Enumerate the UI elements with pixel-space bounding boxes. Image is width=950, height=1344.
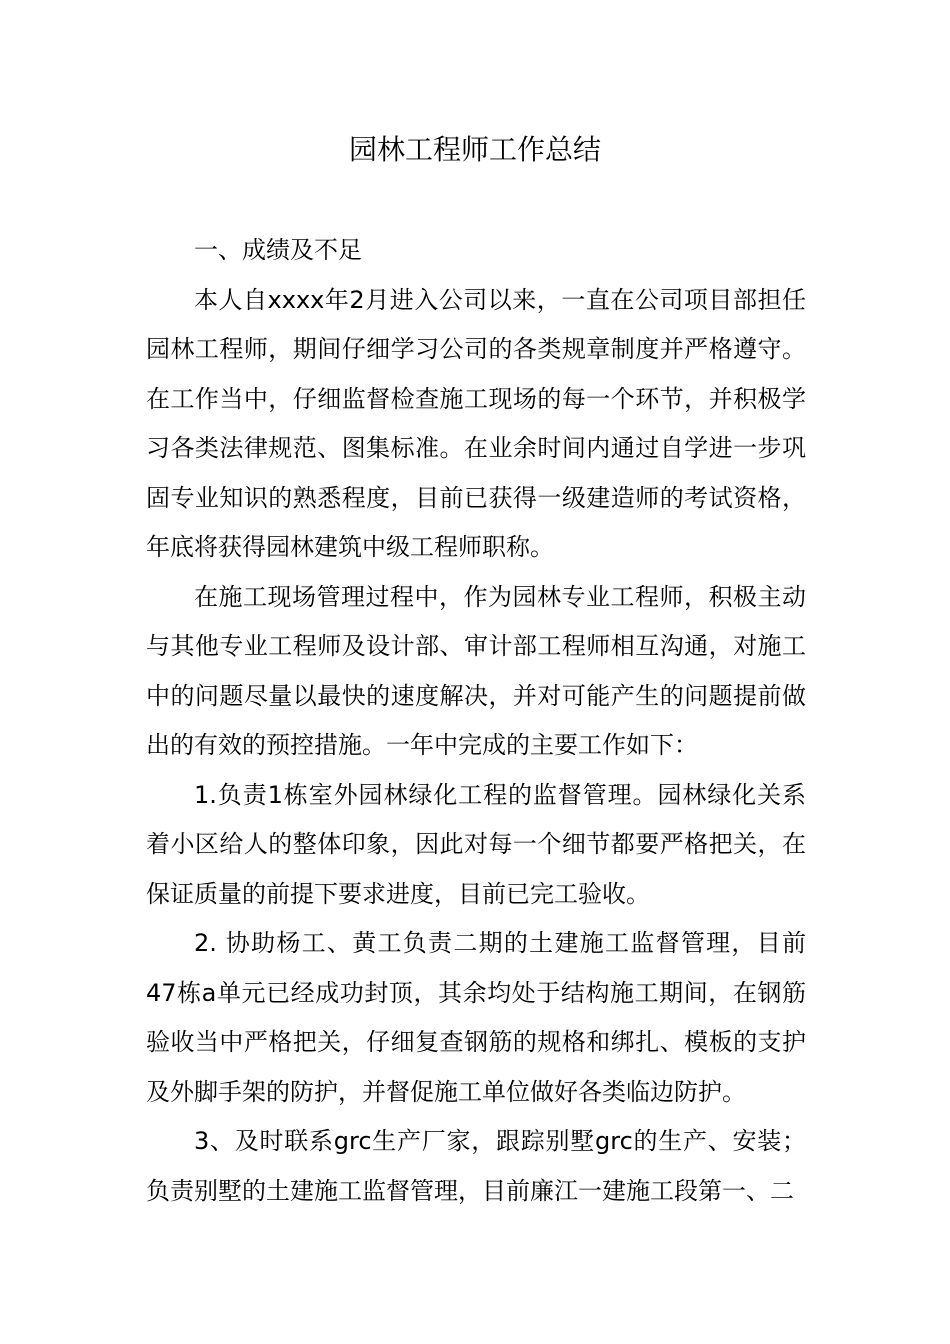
paragraph-item-2: 2. 协助杨工、黄工负责二期的土建施工监督管理，目前47栋a单元已经成功封顶，其余均处于结构施工期间，在钢筋验收当中严格把关，仔细复查钢筋的规格和绑扎、模板的支护及外脚手架的防护，并督促施工单位做好各类临边防护。: [146, 929, 806, 1106]
section-heading: 一、成绩及不足: [194, 236, 362, 264]
paragraph-item-1: 1.负责1栋室外园林绿化工程的监督管理。园林绿化关系着小区给人的整体印象，因此对每一个细节都要严格把关，在保证质量的前提下要求进度，目前已完工验收。: [146, 780, 806, 908]
document-body: [146, 226, 806, 1216]
paragraph-site-management: 在施工现场管理过程中，作为园林专业工程师，积极主动与其他专业工程师及设计部、审计部工程师相互沟通，对施工中的问题尽量以最快的速度解决，并对可能产生的问题提前做出的有效的预控措施。一年中完成的主要工作如下：: [146, 582, 806, 759]
paragraph-item-3: 3、及时联系grc生产厂家，跟踪别墅grc的生产、安装；负责别墅的土建施工监督管理，目前廉江一建施工段第一、二: [146, 1127, 806, 1205]
paragraph-intro: 本人自xxxx年2月进入公司以来，一直在公司项目部担任园林工程师，期间仔细学习公司的各类规章制度并严格遵守。在工作当中，仔细监督检查施工现场的每一个环节，并积极学习各类法律规范、图集标准。在业余时间内通过自学进一步巩固专业知识的熟悉程度，目前已获得一级建造师的考试资格，年底将获得园林建筑中级工程师职称。: [146, 285, 806, 561]
document-title: 园林工程师工作总结: [348, 133, 601, 166]
